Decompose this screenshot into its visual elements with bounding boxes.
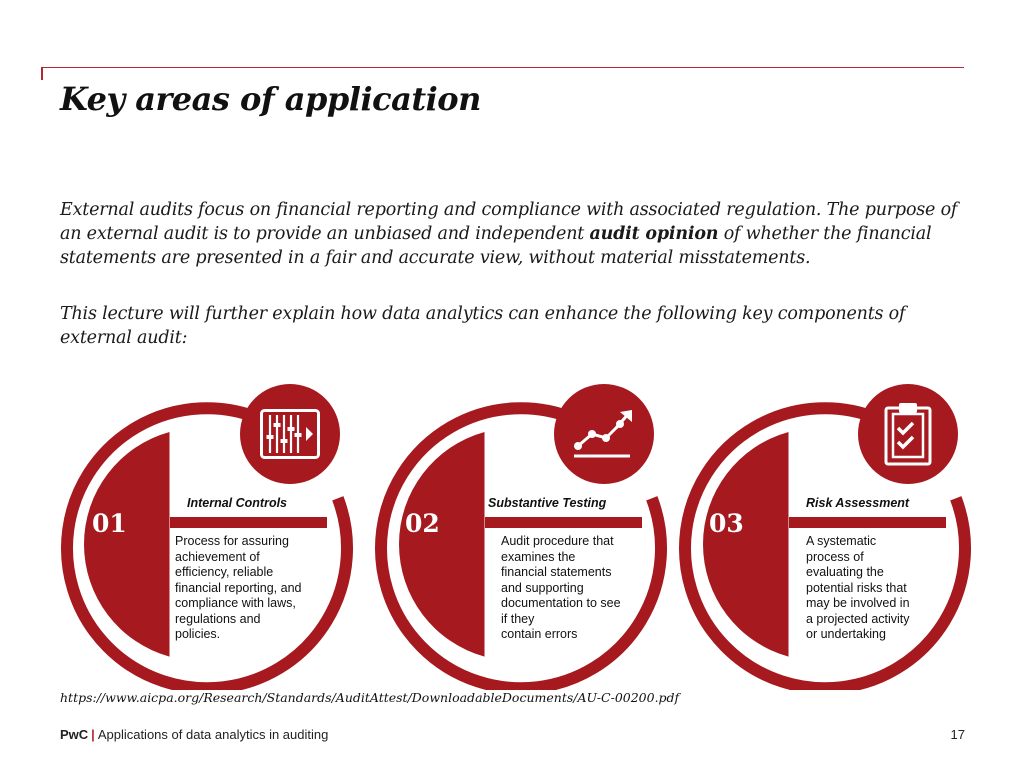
slide-title: Key areas of application bbox=[60, 80, 481, 118]
item-title-risk-assessment: Risk Assessment bbox=[806, 496, 910, 510]
intro-paragraph-2: This lecture will further explain how data analytics can enhance the following key components of external audit: bbox=[60, 304, 906, 348]
title-rule bbox=[41, 67, 964, 68]
footer bbox=[60, 727, 328, 742]
item-number: 01 bbox=[92, 509, 127, 538]
item-description: Audit procedure that examines the financial statements and supporting documentation to see if they contain errors bbox=[501, 534, 621, 641]
source-link[interactable]: https://www.aicpa.org/Research/Standards/AuditAttest/DownloadableDocuments/AU-C-00200.pdf bbox=[60, 690, 680, 705]
intro-text-part1: External audits focus on financial reporting and compliance with associated regulation. The purpose of an external audit is to provide an unbiased and independent bbox=[60, 200, 958, 244]
intro-emphasis: audit opinion bbox=[589, 224, 719, 244]
clipboard-checklist-icon bbox=[882, 400, 934, 468]
page-number: 17 bbox=[950, 727, 965, 742]
intro-paragraph bbox=[60, 198, 965, 270]
intro-text-part2: of whether the financial statements are presented in a fair and accurate view, without material misstatements. bbox=[60, 224, 932, 268]
footer-brand: PwC bbox=[60, 727, 89, 742]
footer-separator: | bbox=[91, 727, 95, 742]
risk-assessment-badge bbox=[858, 384, 958, 484]
item-number: 02 bbox=[405, 509, 440, 538]
footer-text: Applications of data analytics in auditing bbox=[97, 727, 329, 742]
item-title-internal-controls: Internal Controls bbox=[187, 496, 288, 510]
item-description: Process for assuring achievement of efficiency, reliable financial reporting, and compliance with laws, regulations and policies. bbox=[175, 534, 302, 641]
item-number: 03 bbox=[709, 509, 744, 538]
item-title-substantive-testing: Substantive Testing bbox=[488, 496, 607, 510]
title-rule-tick bbox=[41, 67, 43, 80]
key-areas-graphic bbox=[0, 360, 1024, 690]
item-description: A systematic process of evaluating the potential risks that may be involved in a projected activity or undertaking bbox=[806, 534, 910, 641]
